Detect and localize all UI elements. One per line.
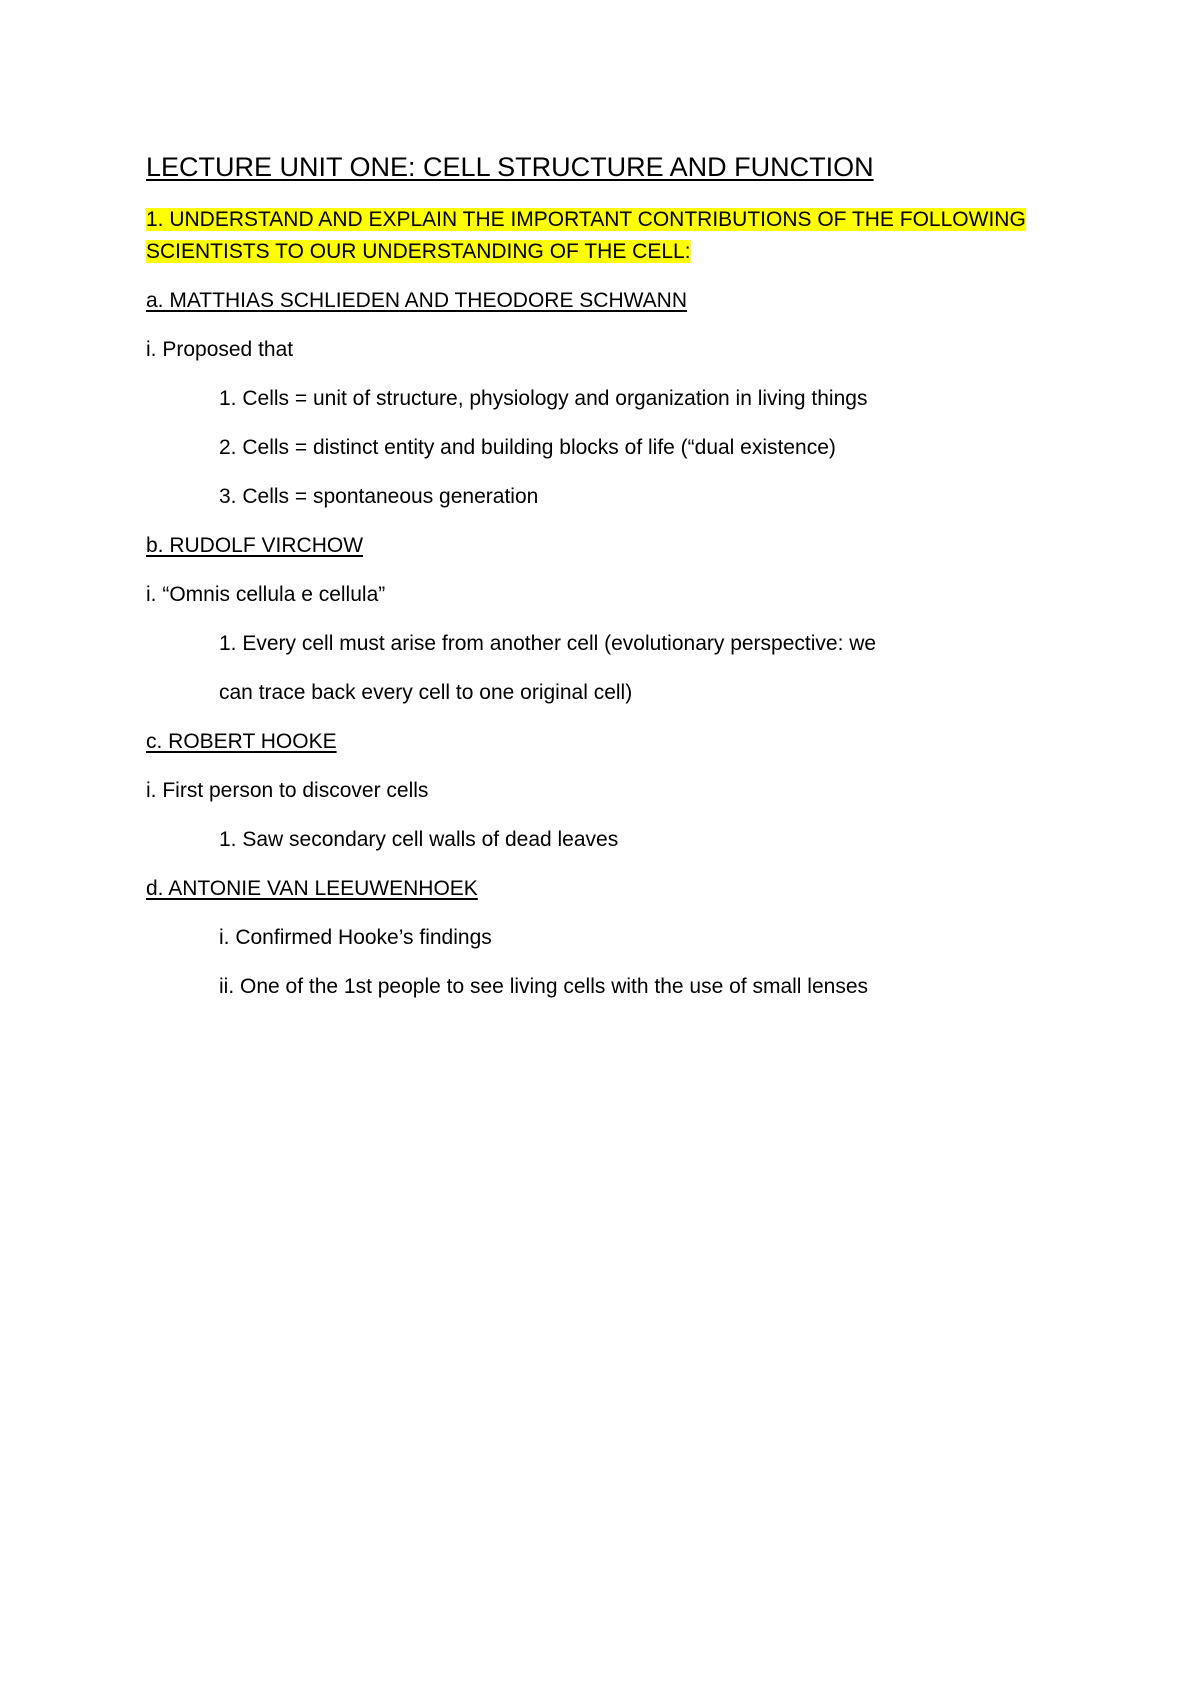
section-a-item: 1. Cells = unit of structure, physiology and organization in living things xyxy=(219,387,868,410)
section-heading-a: a. MATTHIAS SCHLIEDEN AND THEODORE SCHWANN xyxy=(146,289,688,312)
section-d-item: i. Confirmed Hooke’s findings xyxy=(219,926,492,949)
section-c-point: i. First person to discover cells xyxy=(146,779,429,802)
question-line-1 xyxy=(146,207,1026,233)
section-a-item: 2. Cells = distinct entity and building blocks of life (“dual existence) xyxy=(219,436,836,459)
highlighted-text: 1. UNDERSTAND AND EXPLAIN THE IMPORTANT CONTRIBUTIONS OF THE FOLLOWING xyxy=(146,208,1026,231)
section-a-item: 3. Cells = spontaneous generation xyxy=(219,485,539,508)
section-b-item: 1. Every cell must arise from another cell (evolutionary perspective: we xyxy=(219,632,877,655)
section-d-item: ii. One of the 1st people to see living cells with the use of small lenses xyxy=(219,975,869,998)
section-heading-d: d. ANTONIE VAN LEEUWENHOEK xyxy=(146,877,478,900)
section-b-item: can trace back every cell to one original cell) xyxy=(219,681,633,704)
section-heading-b: b. RUDOLF VIRCHOW xyxy=(146,534,364,557)
page-title: LECTURE UNIT ONE: CELL STRUCTURE AND FUNCTION xyxy=(146,152,874,182)
section-a-point: i. Proposed that xyxy=(146,338,294,361)
question-line-2 xyxy=(146,239,691,265)
highlighted-text: SCIENTISTS TO OUR UNDERSTANDING OF THE CELL: xyxy=(146,240,691,263)
section-c-item: 1. Saw secondary cell walls of dead leaves xyxy=(219,828,619,851)
section-heading-c: c. ROBERT HOOKE xyxy=(146,730,337,753)
section-b-point: i. “Omnis cellula e cellula” xyxy=(146,583,386,606)
